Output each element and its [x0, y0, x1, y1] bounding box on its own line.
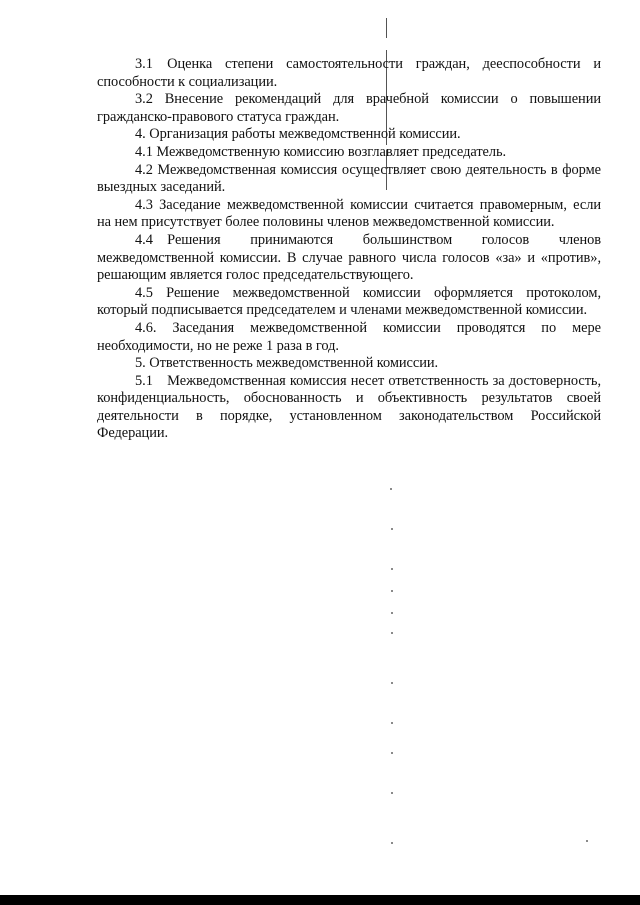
scan-artifact-speck: [391, 682, 393, 684]
scan-artifact-speck: [390, 488, 392, 490]
scan-artifact-speck: [391, 722, 393, 724]
scan-artifact-speck: [391, 842, 393, 844]
paragraph-5-1: 5.1 Межведомственная комиссия несет ответственность за достоверность, конфиденциальность, обоснованность и объективность результатов своей деятельности в порядке, установленном законодательством Российской Федерации.: [97, 372, 601, 442]
section-heading-4: 4. Организация работы межведомственной комиссии.: [135, 126, 461, 143]
scan-artifact-speck: [391, 792, 393, 794]
scan-artifact-speck: [391, 528, 393, 530]
paragraph-4-1: 4.1 Межведомственную комиссию возглавляет председатель.: [135, 143, 507, 160]
scan-artifact-line: [386, 18, 387, 38]
paragraph-4-2: 4.2 Межведомственная комиссия осуществляет свою деятельность в форме выездных заседаний.: [97, 161, 601, 196]
scan-bottom-edge: [0, 895, 640, 905]
paragraph-4-5: 4.5 Решение межведомственной комиссии оформляется протоколом, который подписывается председателем и членами межведомственной комиссии.: [97, 284, 601, 319]
scan-artifact-speck: [586, 840, 588, 842]
scan-artifact-speck: [391, 590, 393, 592]
scan-artifact-speck: [391, 612, 393, 614]
document-body: [97, 56, 601, 443]
paragraph-4-6: 4.6. Заседания межведомственной комиссии проводятся по мере необходимости, но не реже 1 раза в год.: [97, 319, 601, 354]
scan-artifact-speck: [391, 632, 393, 634]
paragraph-3-2: 3.2 Внесение рекомендаций для врачебной комиссии о повышении гражданско-правового статуса граждан.: [97, 91, 601, 125]
paragraph-3-1: 3.1 Оценка степени самостоятельности граждан, дееспособности и способности к социализации.: [97, 56, 601, 90]
paragraph-4-3: 4.3 Заседание межведомственной комиссии считается правомерным, если на нем присутствует более половины членов межведомственной комиссии.: [97, 196, 601, 231]
paragraph-4-4: 4.4 Решения принимаются большинством голосов членов межведомственной комиссии. В случае равного числа голосов «за» и «против», решающим является голос председательствующего.: [97, 231, 601, 284]
scan-artifact-speck: [391, 568, 393, 570]
section-heading-5: 5. Ответственность межведомственной комиссии.: [135, 355, 439, 372]
scan-artifact-speck: [391, 752, 393, 754]
